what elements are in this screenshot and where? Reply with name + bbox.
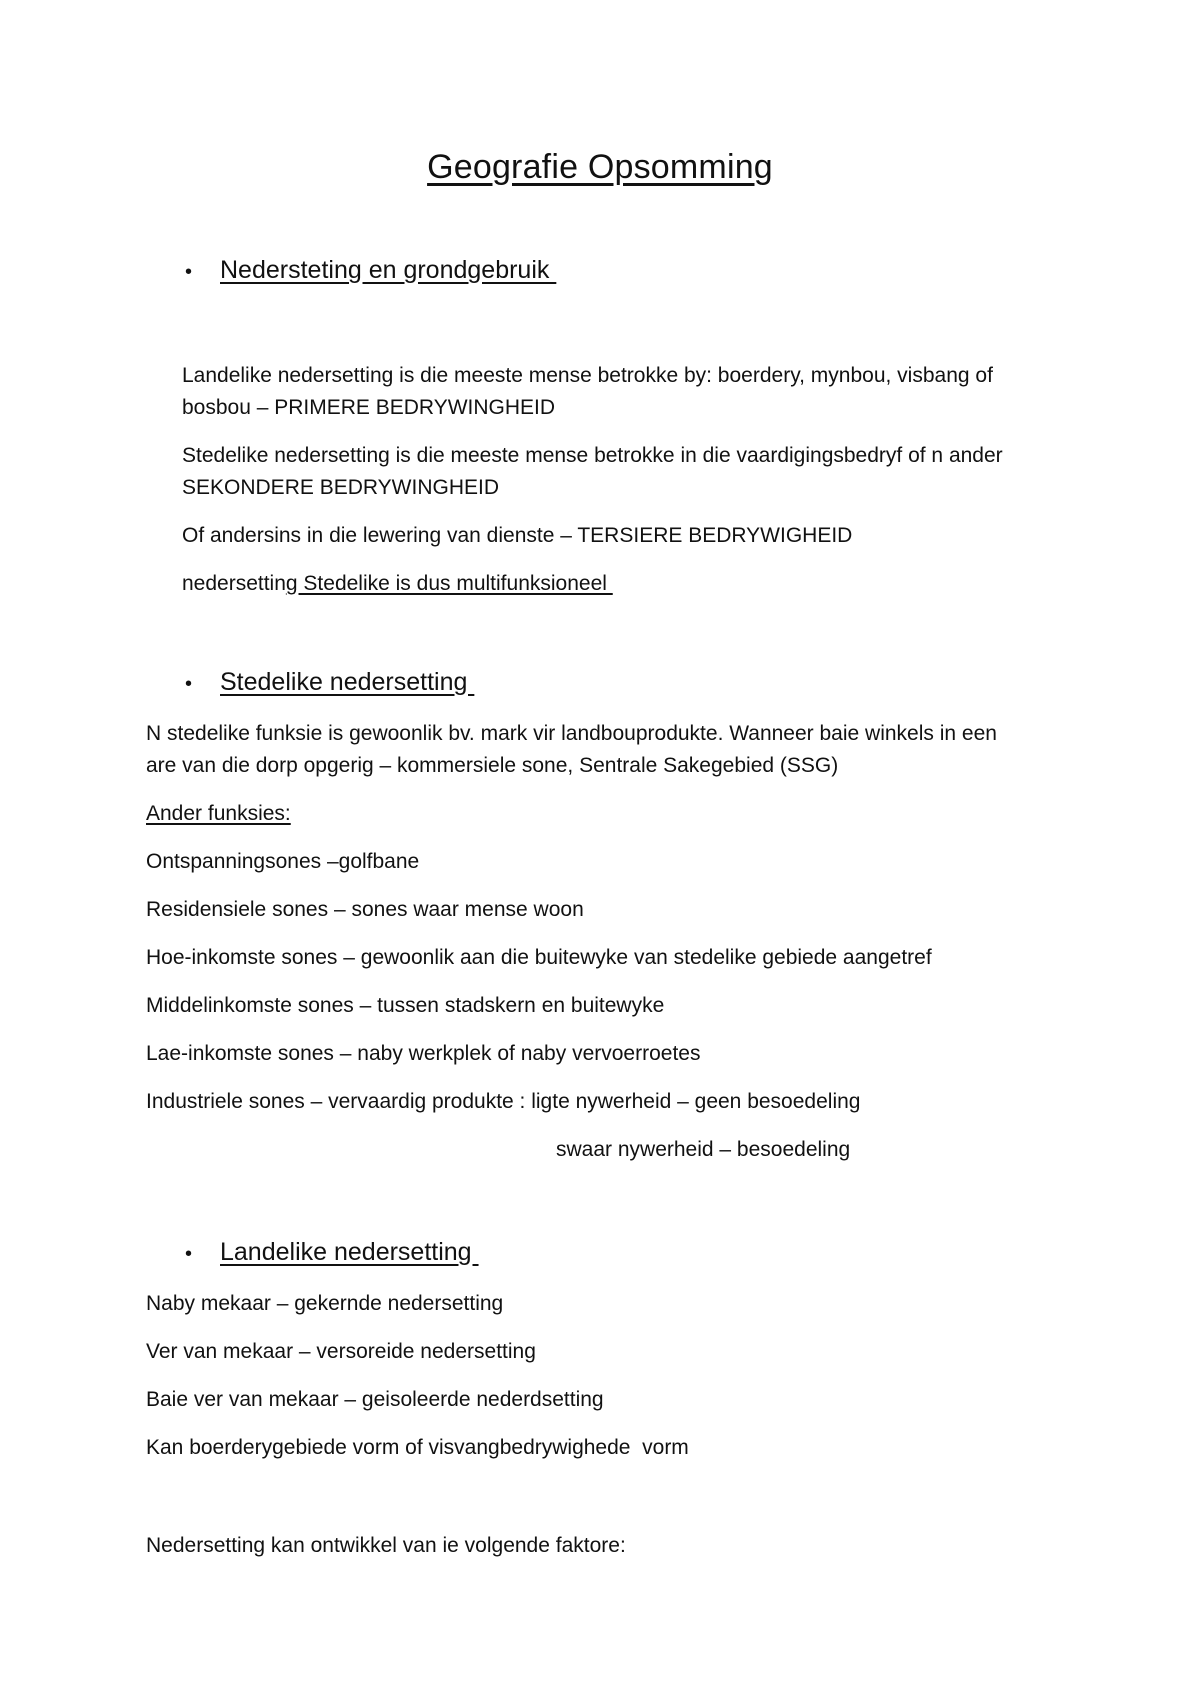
paragraph-line: SEKONDERE BEDRYWINGHEID (182, 476, 499, 499)
paragraph-line: are van die dorp opgerig – kommersiele sone, Sentrale Sakegebied (SSG) (146, 754, 839, 777)
paragraph-line: Of andersins in die lewering van dienste – TERSIERE BEDRYWIGHEID (182, 524, 853, 547)
section-heading: Stedelike nedersetting (220, 668, 475, 696)
paragraph-text: nedersettin (182, 572, 286, 595)
paragraph-line: N stedelike funksie is gewoonlik bv. mark vir landbouprodukte. Wanneer baie winkels in een (146, 722, 997, 745)
section-heading-row (185, 256, 556, 285)
section-heading: Landelike nedersetting (220, 1238, 479, 1266)
document-title: Geografie Opsomming (427, 148, 773, 186)
paragraph-line: Landelike nedersetting is die meeste mense betrokke by: boerdery, mynbou, visbang of (182, 364, 993, 387)
list-item: Naby mekaar – gekernde nedersetting (146, 1292, 504, 1315)
list-item: Ontspanningsones –golfbane (146, 850, 420, 873)
list-item: Residensiele sones – sones waar mense woon (146, 898, 584, 921)
paragraph-line (182, 568, 613, 600)
list-item-continuation: swaar nywerheid – besoedeling (556, 1138, 851, 1161)
bullet-icon: • (185, 1243, 193, 1265)
list-item: Ver van mekaar – versoreide nedersetting (146, 1340, 536, 1363)
bullet-icon: • (185, 673, 193, 695)
underlined-text: g Stedelike is dus multifunksioneel (285, 572, 613, 595)
bullet-icon: • (185, 261, 193, 283)
list-item: Kan boerderygebiede vorm of visvangbedrywighede vorm (146, 1436, 689, 1459)
closing-line: Nedersetting kan ontwikkel van ie volgende faktore: (146, 1534, 626, 1557)
list-item: Hoe-inkomste sones – gewoonlik aan die buitewyke van stedelike gebiede aangetref (146, 946, 932, 969)
section-heading-row (185, 668, 474, 697)
section-heading: Nedersteting en grondgebruik (220, 256, 557, 284)
list-item: Baie ver van mekaar – geisoleerde nederdsetting (146, 1388, 604, 1411)
list-item: Lae-inkomste sones – naby werkplek of naby vervoerroetes (146, 1042, 701, 1065)
list-item: Middelinkomste sones – tussen stadskern en buitewyke (146, 994, 665, 1017)
paragraph-line: Stedelike nedersetting is die meeste mense betrokke in die vaardigingsbedryf of n ander (182, 444, 1003, 467)
list-item: Industriele sones – vervaardig produkte : ligte nywerheid – geen besoedeling (146, 1090, 861, 1113)
subheading: Ander funksies: (146, 802, 291, 825)
paragraph-line: bosbou – PRIMERE BEDRYWINGHEID (182, 396, 556, 419)
section-heading-row (185, 1238, 479, 1267)
